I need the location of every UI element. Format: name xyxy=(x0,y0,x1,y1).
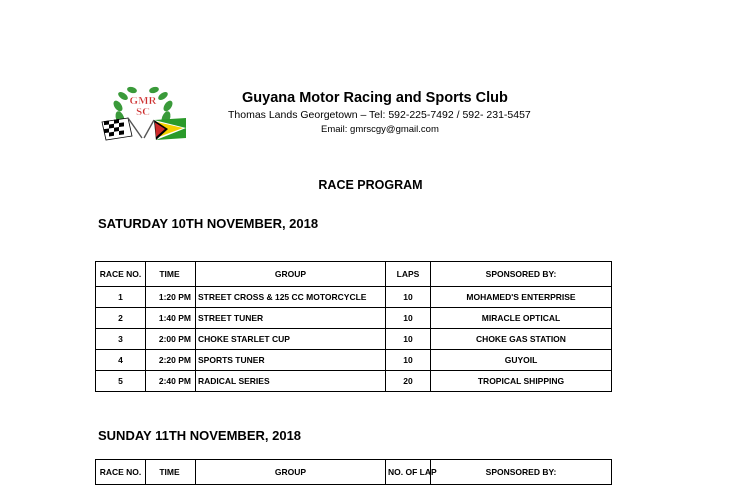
column-header-laps: NO. OF LAP xyxy=(386,460,431,485)
table-row xyxy=(96,308,612,329)
column-header-race-no: RACE NO. xyxy=(96,460,146,485)
table-header-row xyxy=(96,460,612,485)
sponsor-cell: TROPICAL SHIPPING xyxy=(431,371,612,392)
column-header-time: TIME xyxy=(146,460,196,485)
organization-address: Thomas Lands Georgetown – Tel: 592-225-7492 / 592- 231-5457 xyxy=(228,109,531,121)
time-cell: 2:20 PM xyxy=(146,350,196,371)
race-no-cell: 3 xyxy=(96,329,146,350)
race-table-sunday xyxy=(95,459,612,485)
column-header-group: GROUP xyxy=(196,262,386,287)
table-row xyxy=(96,350,612,371)
column-header-laps: LAPS xyxy=(386,262,431,287)
organization-name: Guyana Motor Racing and Sports Club xyxy=(242,90,508,106)
day-heading-sunday: SUNDAY 11TH NOVEMBER, 2018 xyxy=(98,428,302,443)
sponsor-cell: MOHAMED'S ENTERPRISE xyxy=(431,287,612,308)
time-cell: 1:40 PM xyxy=(146,308,196,329)
column-header-sponsor: SPONSORED BY: xyxy=(431,262,612,287)
laps-cell: 10 xyxy=(386,350,431,371)
laps-cell: 10 xyxy=(386,287,431,308)
race-no-cell: 4 xyxy=(96,350,146,371)
sponsor-cell: MIRACLE OPTICAL xyxy=(431,308,612,329)
guyana-flag-icon xyxy=(144,118,186,140)
checkered-flag-icon xyxy=(102,118,142,140)
laps-cell: 10 xyxy=(386,329,431,350)
column-header-group: GROUP xyxy=(196,460,386,485)
document-title: RACE PROGRAM xyxy=(318,178,423,192)
sponsor-cell: GUYOIL xyxy=(431,350,612,371)
column-header-time: TIME xyxy=(146,262,196,287)
time-cell: 1:20 PM xyxy=(146,287,196,308)
table-row xyxy=(96,329,612,350)
table-row xyxy=(96,287,612,308)
table-header-row xyxy=(96,262,612,287)
column-header-sponsor: SPONSORED BY: xyxy=(431,460,612,485)
svg-text:GMR: GMR xyxy=(129,95,157,107)
svg-text:SC: SC xyxy=(135,106,151,118)
time-cell: 2:40 PM xyxy=(146,371,196,392)
laps-cell: 20 xyxy=(386,371,431,392)
group-cell: STREET CROSS & 125 CC MOTORCYCLE xyxy=(196,287,386,308)
race-no-cell: 5 xyxy=(96,371,146,392)
table-row xyxy=(96,371,612,392)
group-cell: CHOKE STARLET CUP xyxy=(196,329,386,350)
sponsor-cell: CHOKE GAS STATION xyxy=(431,329,612,350)
group-cell: STREET TUNER xyxy=(196,308,386,329)
race-table-saturday xyxy=(95,261,612,392)
group-cell: SPORTS TUNER xyxy=(196,350,386,371)
laps-cell: 10 xyxy=(386,308,431,329)
column-header-race-no: RACE NO. xyxy=(96,262,146,287)
club-logo xyxy=(98,84,192,142)
race-no-cell: 2 xyxy=(96,308,146,329)
time-cell: 2:00 PM xyxy=(146,329,196,350)
race-no-cell: 1 xyxy=(96,287,146,308)
organization-email: Email: gmrscgy@gmail.com xyxy=(321,124,439,135)
day-heading-saturday: SATURDAY 10TH NOVEMBER, 2018 xyxy=(98,216,319,231)
group-cell: RADICAL SERIES xyxy=(196,371,386,392)
